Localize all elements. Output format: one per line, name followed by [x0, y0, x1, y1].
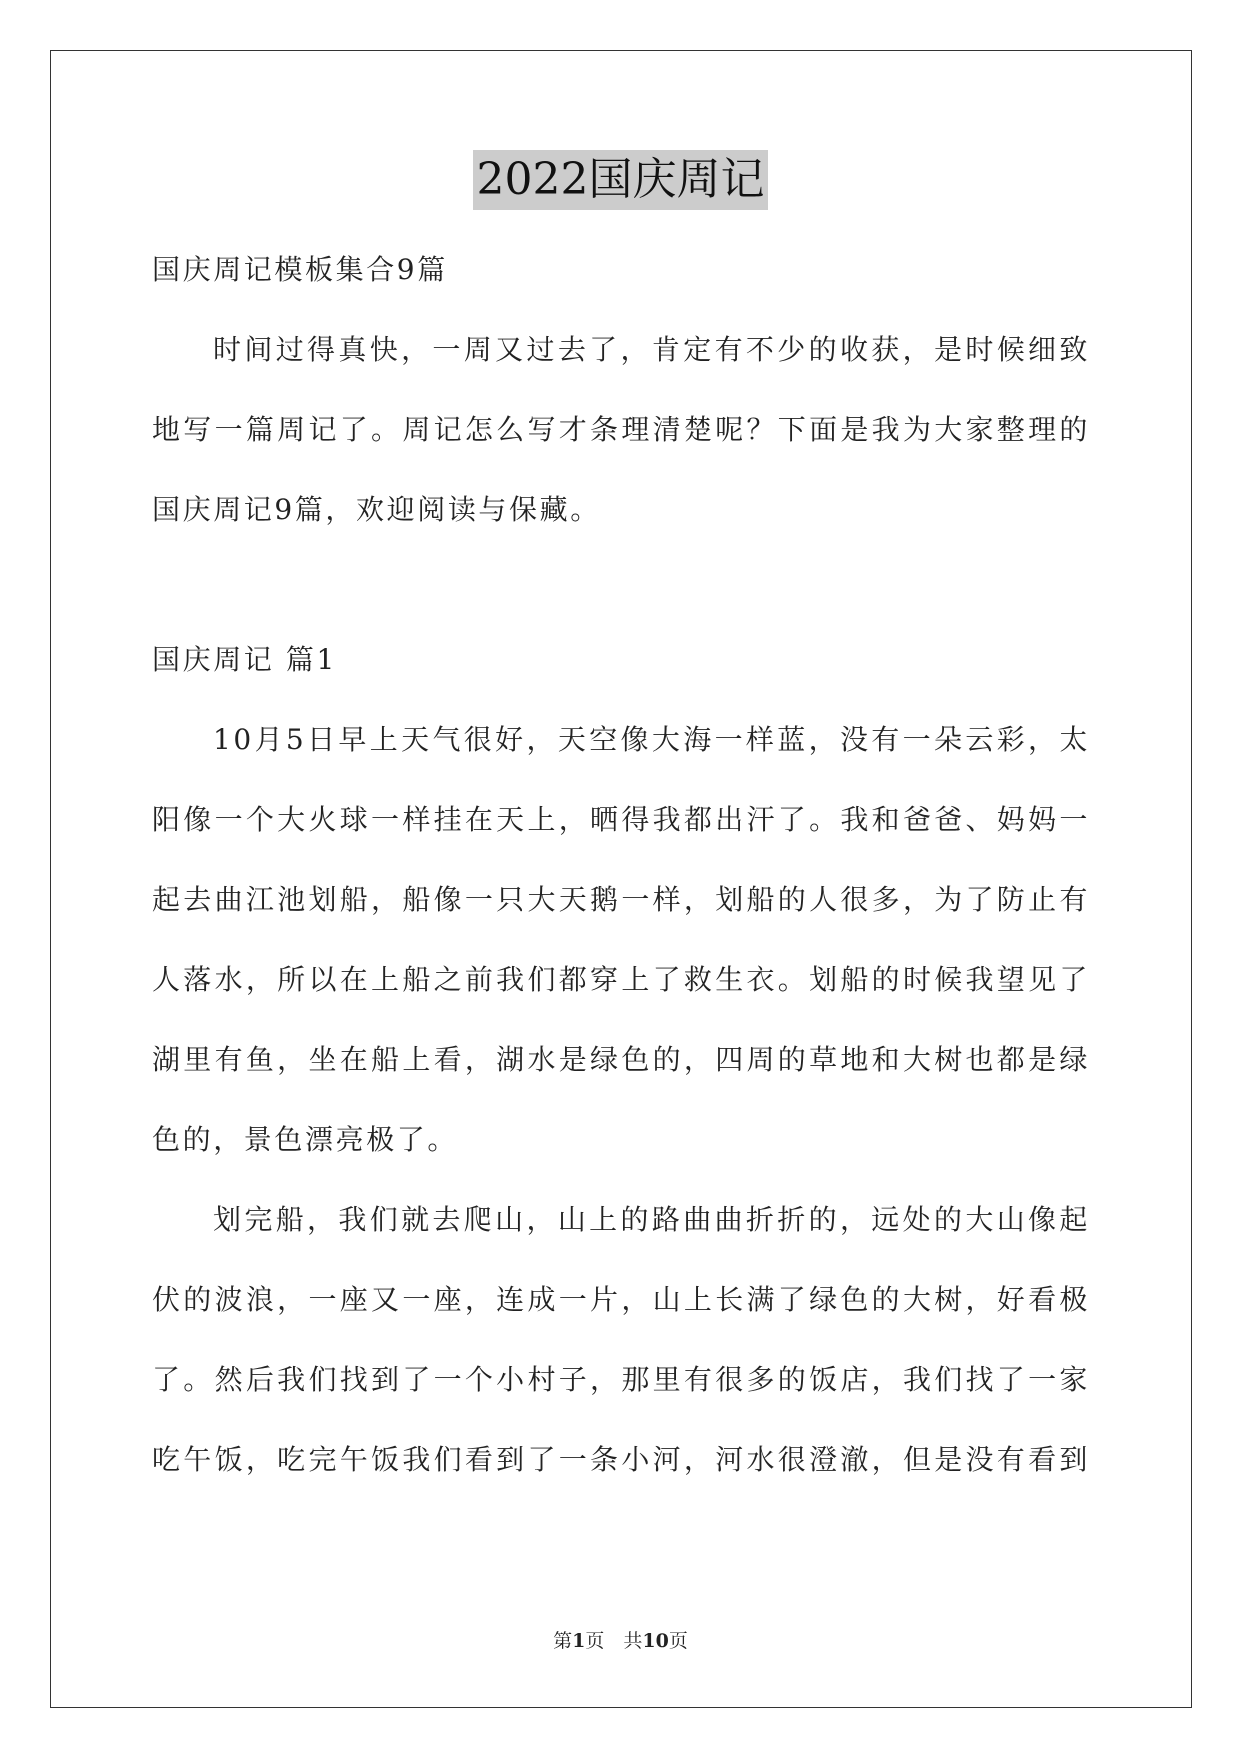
document-title: 2022国庆周记	[473, 150, 769, 210]
paragraph-gap	[152, 550, 1090, 620]
paragraph-line: 了。然后我们找到了一个小村子，那里有很多的饭店，我们找了一家	[152, 1363, 1090, 1396]
footer-total-pages: 10	[642, 1630, 669, 1652]
subtitle-line: 国庆周记模板集合9篇	[152, 253, 448, 286]
section-heading: 国庆周记 篇1	[152, 643, 337, 676]
paragraph-line: 时间过得真快，一周又过去了，肯定有不少的收获，是时候细致	[213, 333, 1090, 366]
paragraph-line: 人落水，所以在上船之前我们都穿上了救生衣。划船的时候我望见了	[152, 963, 1090, 996]
paragraph-line: 国庆周记9篇，欢迎阅读与保藏。	[152, 493, 601, 526]
footer-mid: 页 共	[585, 1630, 643, 1652]
paragraph-line: 划完船，我们就去爬山，山上的路曲曲折折的，远处的大山像起	[213, 1203, 1090, 1236]
footer-page-number: 1	[572, 1630, 586, 1652]
footer-suffix: 页	[668, 1630, 688, 1652]
paragraph-line: 色的，景色漂亮极了。	[152, 1123, 459, 1156]
paragraph-line: 地写一篇周记了。周记怎么写才条理清楚呢？下面是我为大家整理的	[152, 413, 1090, 446]
paragraph-line: 吃午饭，吃完午饭我们看到了一条小河，河水很澄澈，但是没有看到	[152, 1443, 1090, 1476]
page-footer	[0, 1626, 1241, 1653]
paragraph-line: 伏的波浪，一座又一座，连成一片，山上长满了绿色的大树，好看极	[152, 1283, 1090, 1316]
document-body	[152, 230, 1090, 1500]
paragraph-line: 湖里有鱼，坐在船上看，湖水是绿色的，四周的草地和大树也都是绿	[152, 1043, 1090, 1076]
paragraph-line: 阳像一个大火球一样挂在天上，晒得我都出汗了。我和爸爸、妈妈一	[152, 803, 1090, 836]
paragraph-line: 10月5日早上天气很好，天空像大海一样蓝，没有一朵云彩，太	[213, 723, 1090, 756]
paragraph-line: 起去曲江池划船，船像一只大天鹅一样，划船的人很多，为了防止有	[152, 883, 1090, 916]
footer-prefix: 第	[553, 1630, 573, 1652]
title-wrap	[0, 150, 1241, 210]
